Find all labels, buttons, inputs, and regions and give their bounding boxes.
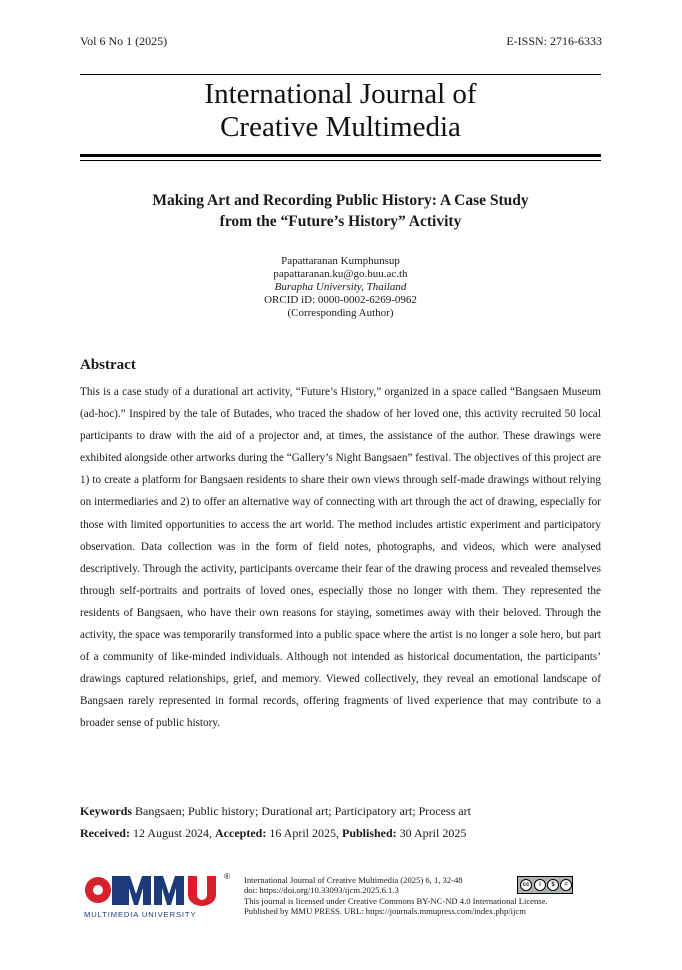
cc-icon: cc [520,879,532,891]
journal-title [80,78,601,144]
abstract-heading: Abstract [80,357,136,373]
paper-title-line2: from the “Future’s History” Activity [219,213,462,230]
received-date: 12 August 2024, [129,826,215,840]
journal-title-line1: International Journal of [204,78,477,110]
author-role: (Corresponding Author) [287,307,394,319]
keywords [80,804,601,819]
keywords-value: Bangsaen; Public history; Durational art; Participatory art; Process art [132,804,471,818]
footer-line2[interactable]: doi: https://doi.org/10.33093/ijcm.2025.6.1.3 [244,885,399,896]
header-divider [80,74,601,75]
by-icon: i [534,879,546,891]
accepted-label: Accepted: [215,826,267,840]
author-email: papattaranan.ku@go.buu.ac.th [273,268,408,280]
keywords-label: Keywords [80,804,132,818]
cc-by-nc-nd-icon[interactable] [517,876,573,894]
title-divider-thin [80,160,601,161]
published-label: Published: [341,826,397,840]
registered-mark: ® [224,872,230,881]
author-affiliation: Burapha University, Thailand [274,281,407,293]
paper-title [80,190,601,232]
mmu-logo-subtitle: MULTIMEDIA UNIVERSITY [84,910,197,919]
footer-line3: This journal is licensed under Creative Commons BY-NC-ND 4.0 International License. [244,895,548,906]
author-block [80,255,601,320]
abstract-text: This is a case study of a durational art activity, “Future’s History,” organized in a space called “Bangsaen Museum (ad-hoc).” Inspired by the tale of Butades, who traced the shadow of her loved one, this activity recruited 50 local participants to draw with the aid of a projector and, at times, the assistance of the author. These drawings were exhibited alongside other artworks during the “Gallery’s Night Bangsaen” festival. The objectives of this project are 1) to create a platform for Bangsaen residents to share their own views through self-made drawings without relying on intermediaries and 2) to offer an alternative way of connecting with art through the act of drawing, especially for those with limited opportunities to access the art world. The method includes artistic experiment and participatory observation. Data collection was in the form of field notes, photographs, and videos, which were analysed descriptively. Through the activity, participants overcame their fear of the drawing process and revealed themselves through self-portraits and portraits of loved ones, especially those no longer with them. They represented the residents of Bangsaen, who have their own reasons for staying, sometimes away with their beloved. Through the activity, the space was temporarily transformed into a public space where the artist is no longer a sole hero, but part of a community of like-minded individuals. Although not intended as historical documentation, the participants’ drawings captured relationships, grief, and memory. Viewed collectively, they reveal an emotional landscape of Bangsaen rarely represented in formal records, offering fragments of lived experience that may contribute to a broader sense of public history. [80,386,601,730]
author-orcid: ORCID iD: 0000-0002-6269-0962 [264,294,417,306]
mmu-logo-mark [84,872,222,908]
volume-info: Vol 6 No 1 (2025) [80,34,168,48]
nd-icon: = [560,879,572,891]
received-label: Received: [80,826,130,840]
issn-info: E-ISSN: 2716-6333 [506,34,602,48]
author-name: Papattaranan Kumphunsup [281,255,400,267]
abstract-body [80,381,601,735]
article-dates [80,826,601,841]
title-divider-thick [80,154,601,157]
published-date: 30 April 2025 [396,826,467,840]
accepted-date: 16 April 2025, [266,826,342,840]
footer-line1: International Journal of Creative Multimedia (2025) 6, 1, 32-48 [244,875,463,885]
paper-title-line1: Making Art and Recording Public History: A Case Study [152,192,529,209]
mmu-logo-text [84,872,222,915]
mmu-logo [84,872,234,920]
nc-icon: $ [547,879,559,891]
footer-line4[interactable]: Published by MMU PRESS. URL: https://journals.mmupress.com/index.php/ijcm [244,906,526,917]
journal-title-line2: Creative Multimedia [220,111,461,143]
